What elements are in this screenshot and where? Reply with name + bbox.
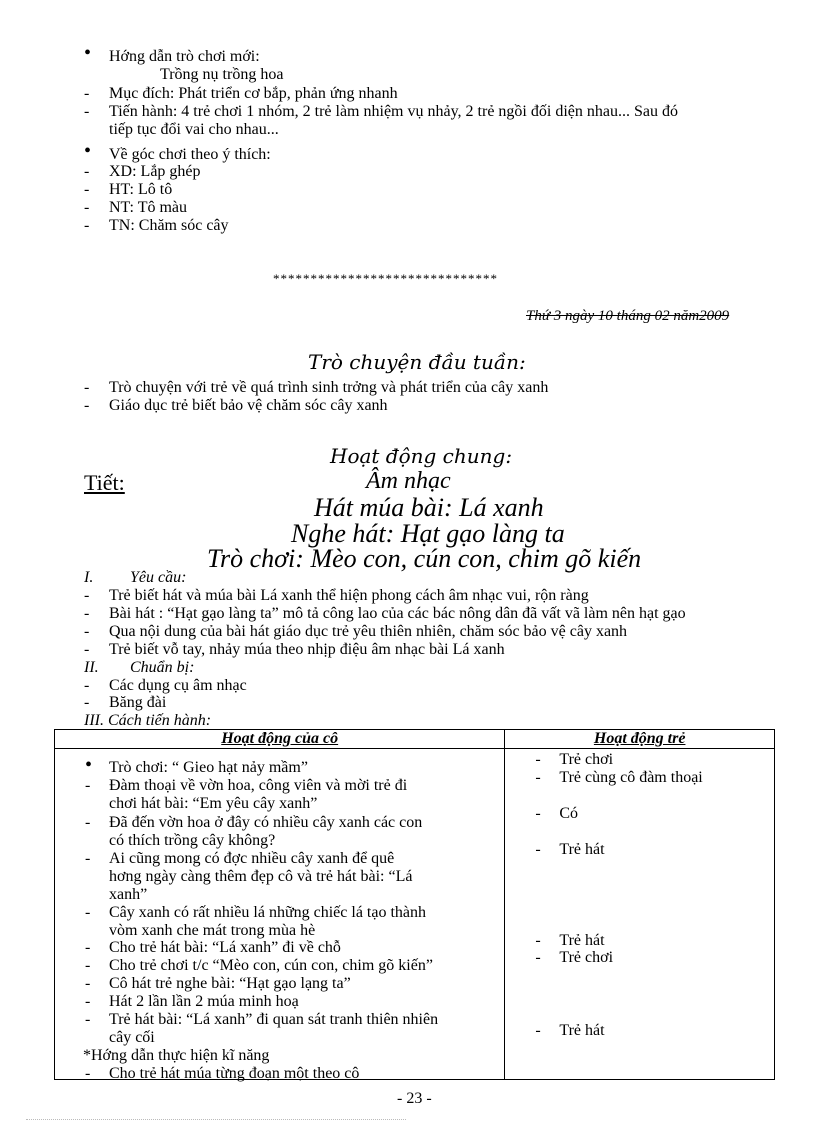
dash-marker: - — [84, 85, 90, 102]
dash-marker: - — [535, 1022, 541, 1039]
requirements-label: Yêu cầu: — [130, 569, 187, 586]
talk-item: Trò chuyện với trẻ về quá trình sinh trởng và phát triển của cây xanh — [109, 379, 549, 396]
teacher-line: Trẻ hát bài: “Lá xanh” đi quan sát tranh thiên nhiên — [109, 1011, 439, 1028]
activity-title: Hoạt động chung: — [330, 444, 513, 468]
lesson-line3: Trò chơi: Mèo con, cún con, chim gõ kiến — [207, 544, 642, 573]
requirement-item: Trẻ biết vỗ tay, nhảy múa theo nhịp điệu âm nhạc bài Lá xanh — [109, 641, 505, 658]
dash-marker: - — [85, 814, 91, 831]
dash-marker: - — [84, 163, 90, 180]
child-column-header: Hoạt động trẻ — [505, 730, 775, 749]
child-line: Trẻ hát — [559, 841, 605, 858]
game-name: Trồng nụ trồng hoa — [160, 66, 284, 83]
footer-divider — [26, 1119, 406, 1120]
dash-marker: - — [85, 777, 91, 794]
teacher-line: có thích trồng cây không? — [109, 832, 276, 849]
child-line: Trẻ hát — [559, 932, 605, 949]
dash-marker: - — [85, 975, 91, 992]
corner-item: HT: Lô tô — [109, 181, 173, 198]
teacher-column-header: Hoạt động của cô — [55, 730, 505, 749]
method-label: III. Cách tiến hành: — [84, 712, 212, 729]
dash-marker: - — [85, 850, 91, 867]
corner-item: TN: Chăm sóc cây — [109, 217, 229, 234]
lesson-label: Tiết: — [84, 470, 125, 495]
teacher-line: Trò chơi: “ Gieo hạt nảy mầm” — [109, 759, 308, 776]
dash-marker: - — [535, 805, 541, 822]
dash-marker: - — [85, 993, 91, 1010]
bullet-icon: • — [85, 754, 93, 776]
requirements-numeral: I. — [84, 569, 94, 586]
child-activities-cell — [505, 749, 775, 1080]
dash-marker: - — [85, 1011, 91, 1028]
requirement-item: Bài hát : “Hạt gạo làng ta” mô tả công lao của các bác nông dân đã vất vã làm nên hạt gạo — [109, 605, 686, 622]
corners-heading: Về góc chơi theo ý thích: — [109, 146, 271, 163]
teacher-line: Hát 2 lần lần 2 múa minh hoạ — [109, 993, 299, 1010]
dash-marker: - — [84, 694, 90, 711]
preparation-item: Các dụng cụ âm nhạc — [109, 677, 247, 694]
dash-marker: - — [84, 623, 90, 640]
bullet-icon: • — [84, 42, 92, 64]
teacher-line: Đã đến vờn hoa ở đây có nhiều cây xanh các con — [109, 814, 423, 831]
dash-marker: - — [535, 769, 541, 786]
dash-marker: - — [84, 605, 90, 622]
requirement-item: Trẻ biết hát và múa bài Lá xanh thể hiện phong cách âm nhạc vui, rộn ràng — [109, 587, 589, 604]
dash-marker: - — [85, 1065, 91, 1082]
dash-marker: - — [84, 199, 90, 216]
lesson-line2: Nghe hát: Hạt gạo làng ta — [291, 519, 565, 548]
corner-item: XD: Lắp ghép — [109, 163, 201, 180]
talk-item: Giáo dục trẻ biết bảo vệ chăm sóc cây xanh — [109, 397, 388, 414]
teacher-line: Cho trẻ chơi t/c “Mèo con, cún con, chim gõ kiến” — [109, 957, 433, 974]
requirement-item: Qua nội dung của bài hát giáo dục trẻ yêu thiên nhiên, chăm sóc bảo vệ cây xanh — [109, 623, 628, 640]
teacher-line: Cho trẻ hát múa từng đoạn một theo cô — [109, 1065, 360, 1082]
child-line: Trẻ cùng cô đàm thoại — [559, 769, 703, 786]
teacher-line: Đàm thoại về vờn hoa, công viên và mời trẻ đi — [109, 777, 408, 794]
teacher-line: cây cối — [109, 1029, 155, 1046]
talk-title: Trò chuyện đầu tuần: — [308, 350, 526, 374]
teacher-line: xanh” — [109, 886, 148, 903]
dash-marker: - — [84, 379, 90, 396]
child-line: Trẻ chơi — [559, 751, 614, 768]
preparation-item: Băng đài — [109, 694, 167, 711]
child-line: Trẻ chơi — [559, 949, 614, 966]
dash-marker: - — [535, 932, 541, 949]
dash-marker: - — [84, 641, 90, 658]
dash-marker: - — [84, 217, 90, 234]
game-purpose: Mục đích: Phát triển cơ bắp, phản ứng nhanh — [109, 85, 398, 102]
dash-marker: - — [535, 949, 541, 966]
lesson-subject: Âm nhạc — [366, 468, 451, 494]
lesson-line1: Hát múa bài: Lá xanh — [314, 493, 544, 522]
preparation-label: Chuẩn bị: — [130, 659, 195, 676]
dash-marker: - — [84, 677, 90, 694]
teacher-line: chơi hát bài: “Em yêu cây xanh” — [109, 795, 318, 812]
corner-item: NT: Tô màu — [109, 199, 188, 216]
teacher-line: *Hớng dẫn thực hiện kĩ năng — [83, 1047, 270, 1064]
game-guide-heading: Hớng dẫn trò chơi mới: — [109, 48, 260, 65]
dash-marker: - — [85, 904, 91, 921]
dash-marker: - — [84, 587, 90, 604]
dash-marker: - — [85, 957, 91, 974]
dash-marker: - — [85, 939, 91, 956]
date-line: Thứ 3 ngày 10 tháng 02 năm2009 — [526, 308, 730, 324]
game-process-line2: tiếp tục đổi vai cho nhau... — [109, 121, 279, 138]
dash-marker: - — [84, 181, 90, 198]
activity-table — [54, 729, 775, 1080]
teacher-line: vòm xanh che mát trong mùa hè — [109, 922, 316, 939]
teacher-line: hơng ngày càng thêm đẹp cô và trẻ hát bài: “Lá — [109, 868, 413, 885]
separator-stars: ****************************** — [273, 271, 498, 286]
dash-marker: - — [84, 103, 90, 120]
teacher-activities-cell — [55, 749, 505, 1080]
dash-marker: - — [535, 751, 541, 768]
child-line: Có — [559, 805, 579, 822]
teacher-line: Ai cũng mong có đợc nhiều cây xanh để quê — [109, 850, 395, 867]
dash-marker: - — [535, 841, 541, 858]
bullet-icon: • — [84, 140, 92, 162]
game-process-line1: Tiến hành: 4 trẻ chơi 1 nhóm, 2 trẻ làm nhiệm vụ nhảy, 2 trẻ ngồi đối diện nhau... Sau đó — [109, 103, 678, 120]
teacher-line: Cây xanh có rất nhiều lá những chiếc lá tạo thành — [109, 904, 427, 921]
dash-marker: - — [84, 397, 90, 414]
page-number: - 23 - — [397, 1090, 432, 1107]
preparation-numeral: II. — [84, 659, 99, 676]
teacher-line: Cô hát trẻ nghe bài: “Hạt gạo lạng ta” — [109, 975, 351, 992]
teacher-line: Cho trẻ hát bài: “Lá xanh” đi về chỗ — [109, 939, 341, 956]
child-line: Trẻ hát — [559, 1022, 605, 1039]
